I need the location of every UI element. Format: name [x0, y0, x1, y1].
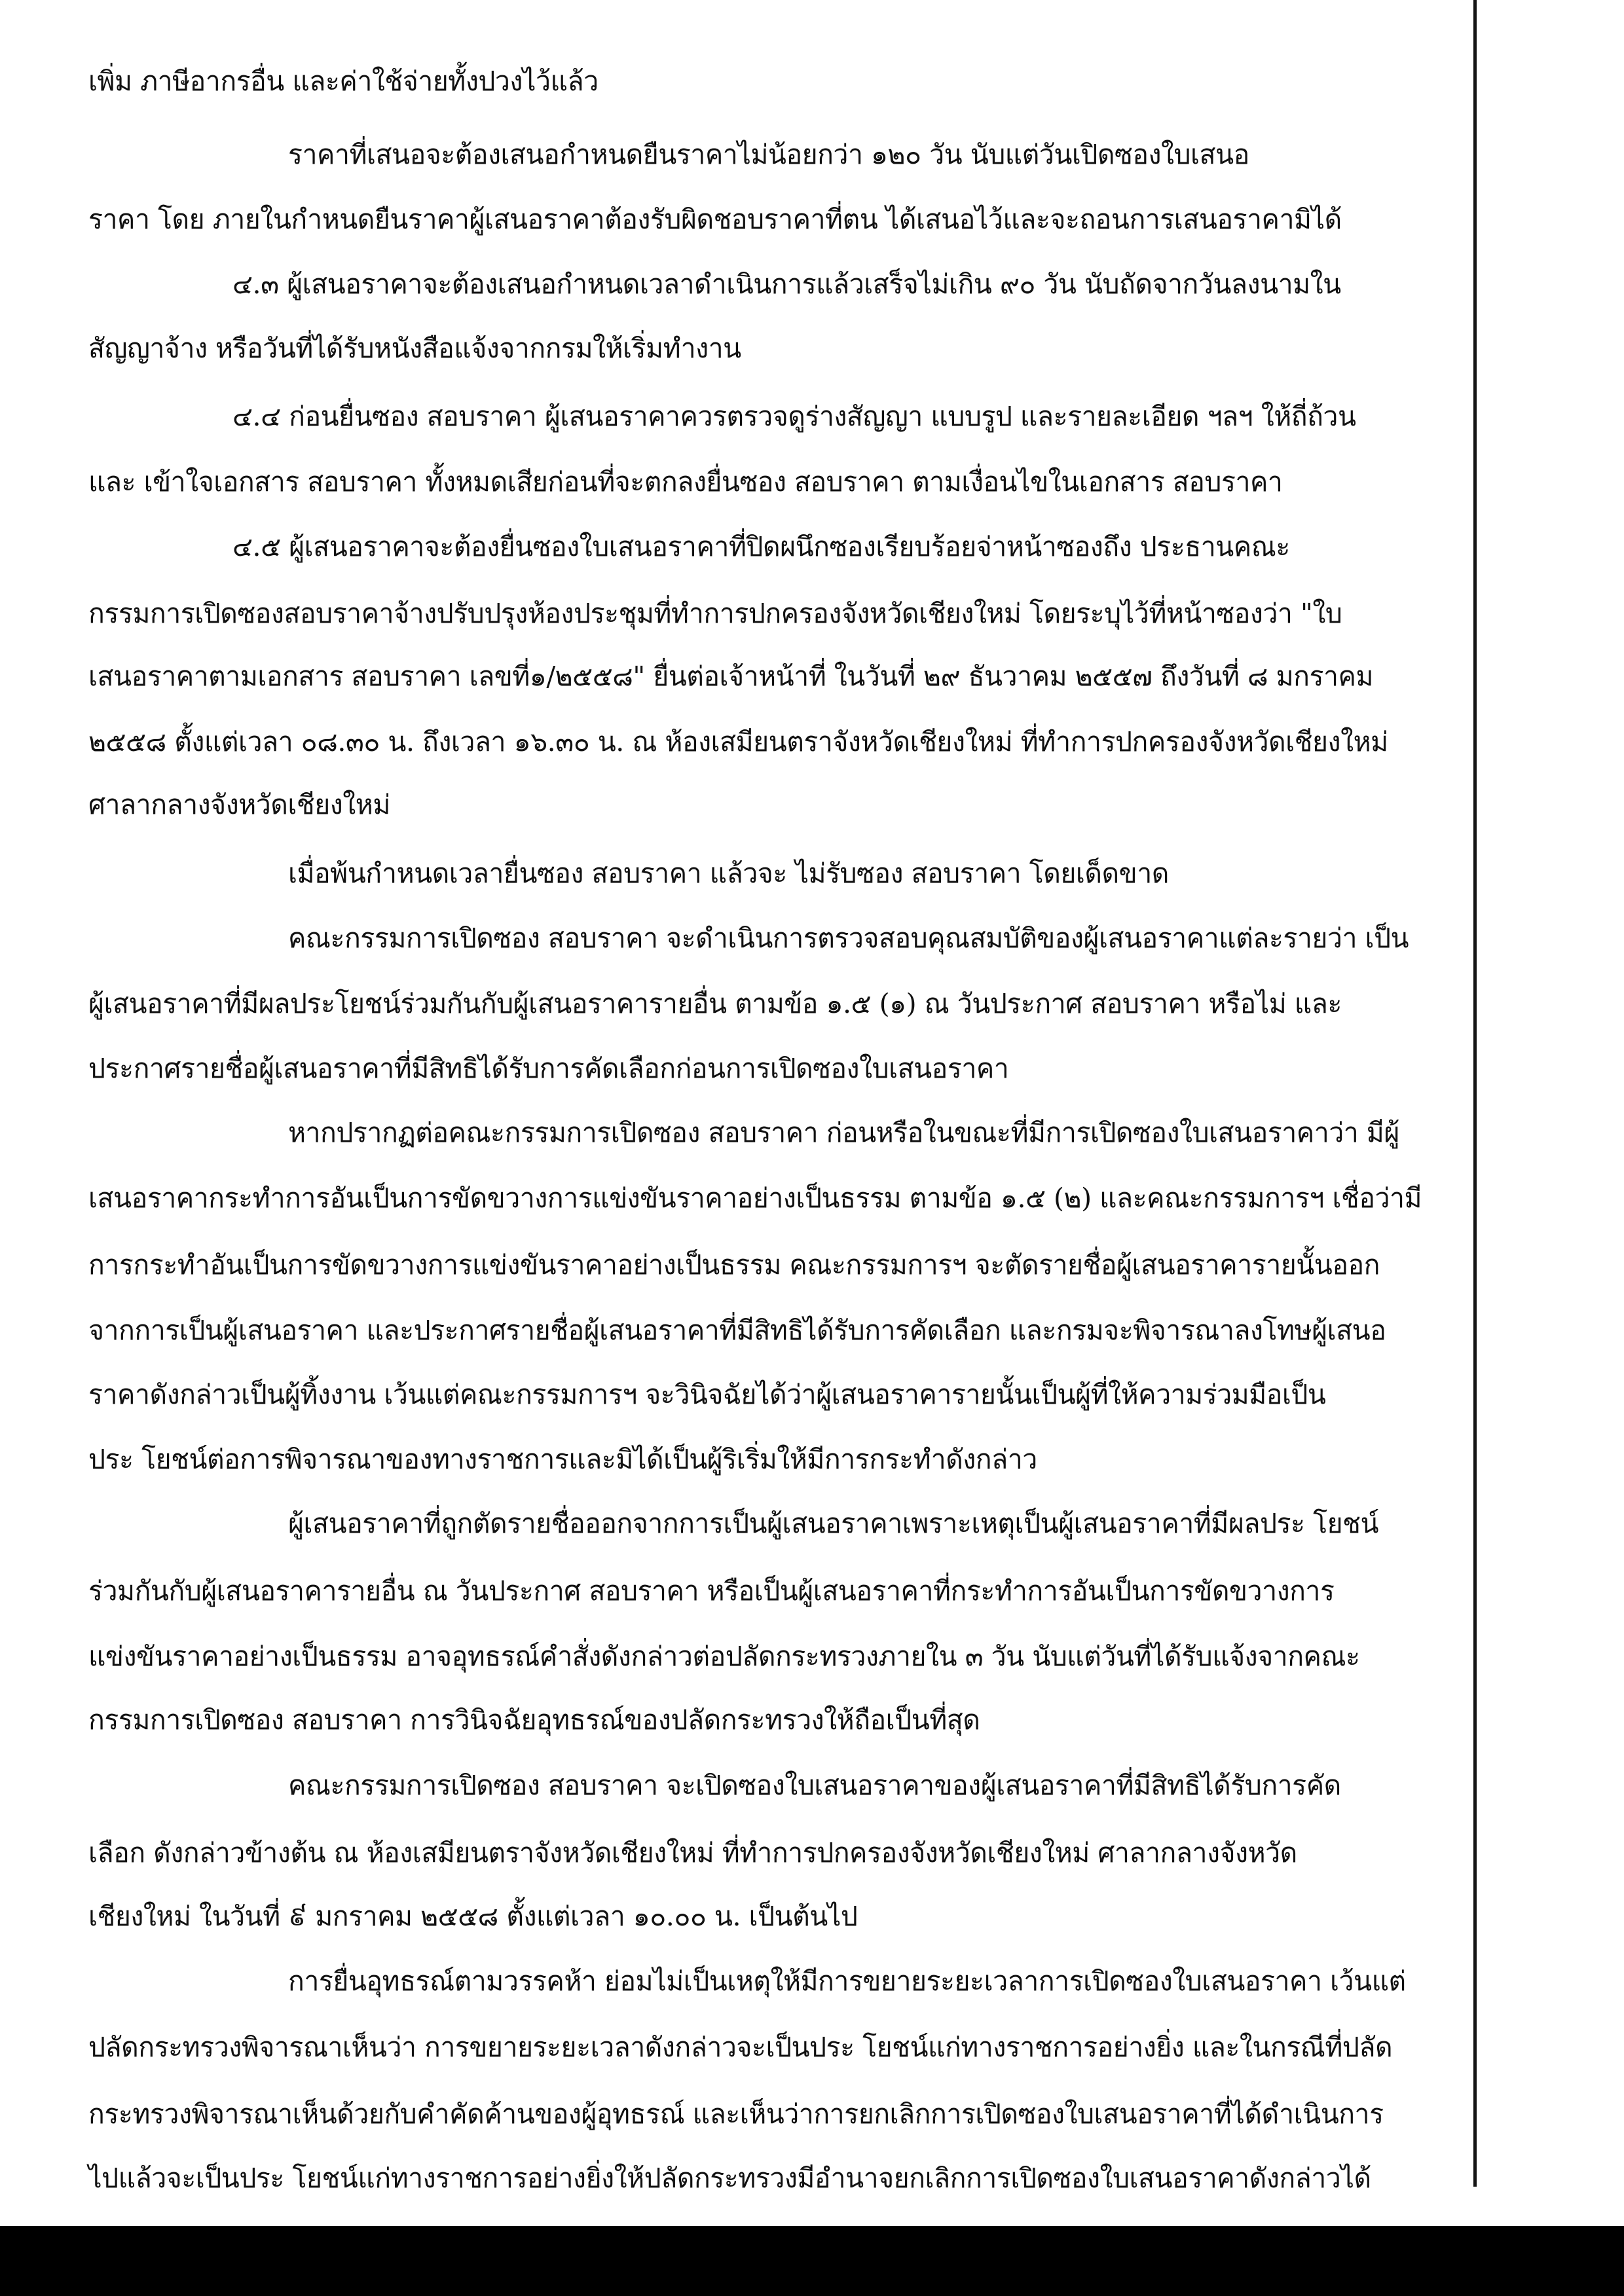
text-line-02: ราคาที่เสนอจะต้องเสนอกำหนดยืนราคาไม่น้อยกว่า ๑๒๐ วัน นับแต่วันเปิดซองใบเสนอ	[288, 139, 1249, 170]
text-line-33: ไปแล้วจะเป็นประ โยชน์แก่ทางราชการอย่างยิ่งให้ปลัดกระทรวงมีอำนาจยกเลิกการเปิดซองใบเสนอราคาดังกล่าวได้	[88, 2162, 1371, 2194]
text-line-09: กรรมการเปิดซองสอบราคาจ้างปรับปรุงห้องประชุมที่ทำการปกครองจังหวัดเชียงใหม่ โดยระบุไว้ที่หน้าซองว่า "ใบ	[88, 598, 1342, 629]
text-line-28: เลือก ดังกล่าวข้างต้น ณ ห้องเสมียนตราจังหวัดเชียงใหม่ ที่ทำการปกครองจังหวัดเชียงใหม่ ศาลากลางจังหวัด	[88, 1837, 1297, 1868]
text-line-19: การกระทำอันเป็นการขัดขวางการแข่งขันราคาอย่างเป็นธรรม คณะกรรมการฯ จะตัดรายชื่อผู้เสนอราคารายนั้นออก	[88, 1249, 1380, 1281]
text-line-05: สัญญาจ้าง หรือวันที่ได้รับหนังสือแจ้งจากกรมให้เริ่มทำงาน	[88, 333, 741, 364]
text-line-16: ประกาศรายชื่อผู้เสนอราคาที่มีสิทธิได้รับการคัดเลือกก่อนการเปิดซองใบเสนอราคา	[88, 1053, 1009, 1084]
text-line-20: จากการเป็นผู้เสนอราคา และประกาศรายชื่อผู้เสนอราคาที่มีสิทธิได้รับการคัดเลือก และกรมจะพิจารณาลงโทษผู้เสนอ	[88, 1315, 1386, 1346]
text-line-14: คณะกรรมการเปิดซอง สอบราคา จะดำเนินการตรวจสอบคุณสมบัติของผู้เสนอราคาแต่ละรายว่า เป็น	[288, 922, 1409, 954]
text-line-10: เสนอราคาตามเอกสาร สอบราคา เลขที่๑/๒๕๕๘" ยื่นต่อเจ้าหน้าที่ ในวันที่ ๒๙ ธันวาคม ๒๕๕๗ ถึงวันที่ ๘ มกราคม	[88, 661, 1373, 692]
scan-bottom-band	[0, 2226, 1624, 2296]
text-line-32: กระทรวงพิจารณาเห็นด้วยกับคำคัดค้านของผู้อุทธรณ์ และเห็นว่าการยกเลิกการเปิดซองใบเสนอราคาที่ได้ดำเนินการ	[88, 2098, 1384, 2130]
text-line-30: การยื่นอุทธรณ์ตามวรรคห้า ย่อมไม่เป็นเหตุให้มีการขยายระยะเวลาการเปิดซองใบเสนอราคา เว้นแต่	[288, 1965, 1406, 1997]
text-line-01: เพิ่ม ภาษีอากรอื่น และค่าใช้จ่ายทั้งปวงไว้แล้ว	[88, 65, 599, 97]
text-line-29: เชียงใหม่ ในวันที่ ៩ มกราคม ๒๕๕๘ ตั้งแต่เวลา ๑๐.๐๐ น. เป็นต้นไป	[88, 1901, 858, 1932]
text-line-04: ๔.๓ ผู้เสนอราคาจะต้องเสนอกำหนดเวลาดำเนินการแล้วเสร็จไม่เกิน ๙๐ วัน นับถัดจากวันลงนามใน	[232, 268, 1341, 300]
text-line-26: กรรมการเปิดซอง สอบราคา การวินิจฉัยอุทธรณ์ของปลัดกระทรวงให้ถือเป็นที่สุด	[88, 1704, 980, 1736]
text-line-21: ราคาดังกล่าวเป็นผู้ทิ้งงาน เว้นแต่คณะกรรมการฯ จะวินิจฉัยได้ว่าผู้เสนอราคารายนั้นเป็นผู้ที่ให้ความร่วมมือเป็น	[88, 1379, 1326, 1410]
text-line-27: คณะกรรมการเปิดซอง สอบราคา จะเปิดซองใบเสนอราคาของผู้เสนอราคาที่มีสิทธิได้รับการคัด	[288, 1770, 1341, 1801]
text-line-17: หากปรากฏต่อคณะกรรมการเปิดซอง สอบราคา ก่อนหรือในขณะที่มีการเปิดซองใบเสนอราคาว่า มีผู้	[288, 1117, 1399, 1148]
text-line-07: และ เข้าใจเอกสาร สอบราคา ทั้งหมดเสียก่อนที่จะตกลงยื่นซอง สอบราคา ตามเงื่อนไขในเอกสาร สอบราคา	[88, 466, 1283, 498]
text-line-18: เสนอราคากระทำการอันเป็นการขัดขวางการแข่งขันราคาอย่างเป็นธรรม ตามข้อ ๑.๕ (๒) และคณะกรรมการฯ เชื่อว่ามี	[88, 1182, 1422, 1214]
text-line-23: ผู้เสนอราคาที่ถูกตัดรายชื่อออกจากการเป็นผู้เสนอราคาเพราะเหตุเป็นผู้เสนอราคาที่มีผลประ โยชน์	[288, 1508, 1378, 1539]
text-line-12: ศาลากลางจังหวัดเชียงใหม่	[88, 789, 390, 820]
text-line-11: ๒๕๕๘ ตั้งแต่เวลา ๐๘.๓๐ น. ถึงเวลา ๑๖.๓๐ น. ณ ห้องเสมียนตราจังหวัดเชียงใหม่ ที่ทำการปกครองจังหวัดเชียงใหม่	[88, 726, 1388, 757]
text-line-24: ร่วมกันกับผู้เสนอราคารายอื่น ณ วันประกาศ สอบราคา หรือเป็นผู้เสนอราคาที่กระทำการอันเป็นการขัดขวางการ	[88, 1575, 1335, 1607]
right-edge-rule	[1473, 0, 1477, 2187]
text-line-15: ผู้เสนอราคาที่มีผลประโยชน์ร่วมกันกับผู้เสนอราคารายอื่น ตามข้อ ๑.๕ (๑) ณ วันประกาศ สอบราคา หรือไม่ และ	[88, 988, 1342, 1019]
text-line-13: เมื่อพ้นกำหนดเวลายื่นซอง สอบราคา แล้วจะ ไม่รับซอง สอบราคา โดยเด็ดขาด	[288, 858, 1169, 889]
text-line-06: ๔.๔ ก่อนยื่นซอง สอบราคา ผู้เสนอราคาควรตรวจดูร่างสัญญา แบบรูป และรายละเอียด ฯลฯ ให้ถี่ถ้วน	[232, 401, 1356, 432]
text-line-25: แข่งขันราคาอย่างเป็นธรรม อาจอุทธรณ์คำสั่งดังกล่าวต่อปลัดกระทรวงภายใน ๓ วัน นับแต่วันที่ได้รับแจ้งจากคณะ	[88, 1641, 1360, 1672]
text-line-22: ประ โยชน์ต่อการพิจารณาของทางราชการและมิได้เป็นผู้ริเริ่มให้มีการกระทำดังกล่าว	[88, 1444, 1037, 1475]
text-line-03: ราคา โดย ภายในกำหนดยืนราคาผู้เสนอราคาต้องรับผิดชอบราคาที่ตน ได้เสนอไว้และจะถอนการเสนอราคามิได้	[88, 204, 1342, 235]
text-line-08: ๔.๕ ผู้เสนอราคาจะต้องยื่นซองใบเสนอราคาที่ปิดผนึกซองเรียบร้อยจ่าหน้าซองถึง ประธานคณะ	[232, 531, 1290, 562]
text-line-31: ปลัดกระทรวงพิจารณาเห็นว่า การขยายระยะเวลาดังกล่าวจะเป็นประ โยชน์แก่ทางราชการอย่างยิ่ง และในกรณีที่ปลัด	[88, 2032, 1393, 2063]
